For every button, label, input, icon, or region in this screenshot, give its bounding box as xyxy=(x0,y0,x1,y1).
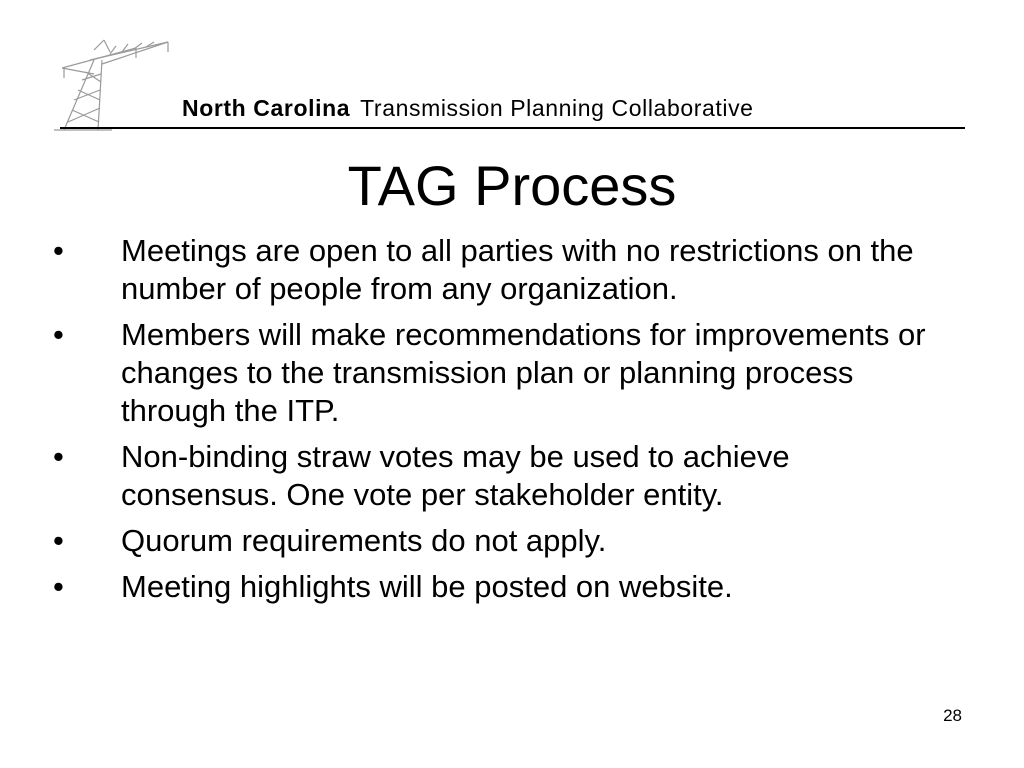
header-org-light: Transmission Planning Collaborative xyxy=(360,95,754,121)
bullet-item xyxy=(53,568,953,606)
bullet-dot: • xyxy=(53,233,64,268)
bullet-item xyxy=(53,316,953,430)
bullet-text: Quorum requirements do not apply. xyxy=(121,523,607,558)
bullet-text: Meetings are open to all parties with no restrictions on the number of people from any organization. xyxy=(121,233,914,306)
bullet-item xyxy=(53,438,953,514)
bullet-text: Non-binding straw votes may be used to achieve consensus. One vote per stakeholder entity. xyxy=(121,439,790,512)
bullet-dot: • xyxy=(53,523,64,558)
bullet-list xyxy=(53,232,953,614)
transmission-tower-icon xyxy=(50,38,180,132)
header-org-name xyxy=(182,93,754,123)
page-number: 28 xyxy=(943,706,962,725)
header-org-strong: North Carolina xyxy=(182,95,351,121)
bullet-text: Members will make recommendations for improvements or changes to the transmission plan or planning process through the ITP. xyxy=(121,317,926,428)
bullet-dot: • xyxy=(53,439,64,474)
bullet-dot: • xyxy=(53,569,64,604)
slide-title: TAG Process xyxy=(347,154,677,217)
bullet-dot: • xyxy=(53,317,64,352)
bullet-item xyxy=(53,522,953,560)
header-divider xyxy=(60,127,965,129)
bullet-item xyxy=(53,232,953,308)
bullet-text: Meeting highlights will be posted on website. xyxy=(121,569,733,604)
